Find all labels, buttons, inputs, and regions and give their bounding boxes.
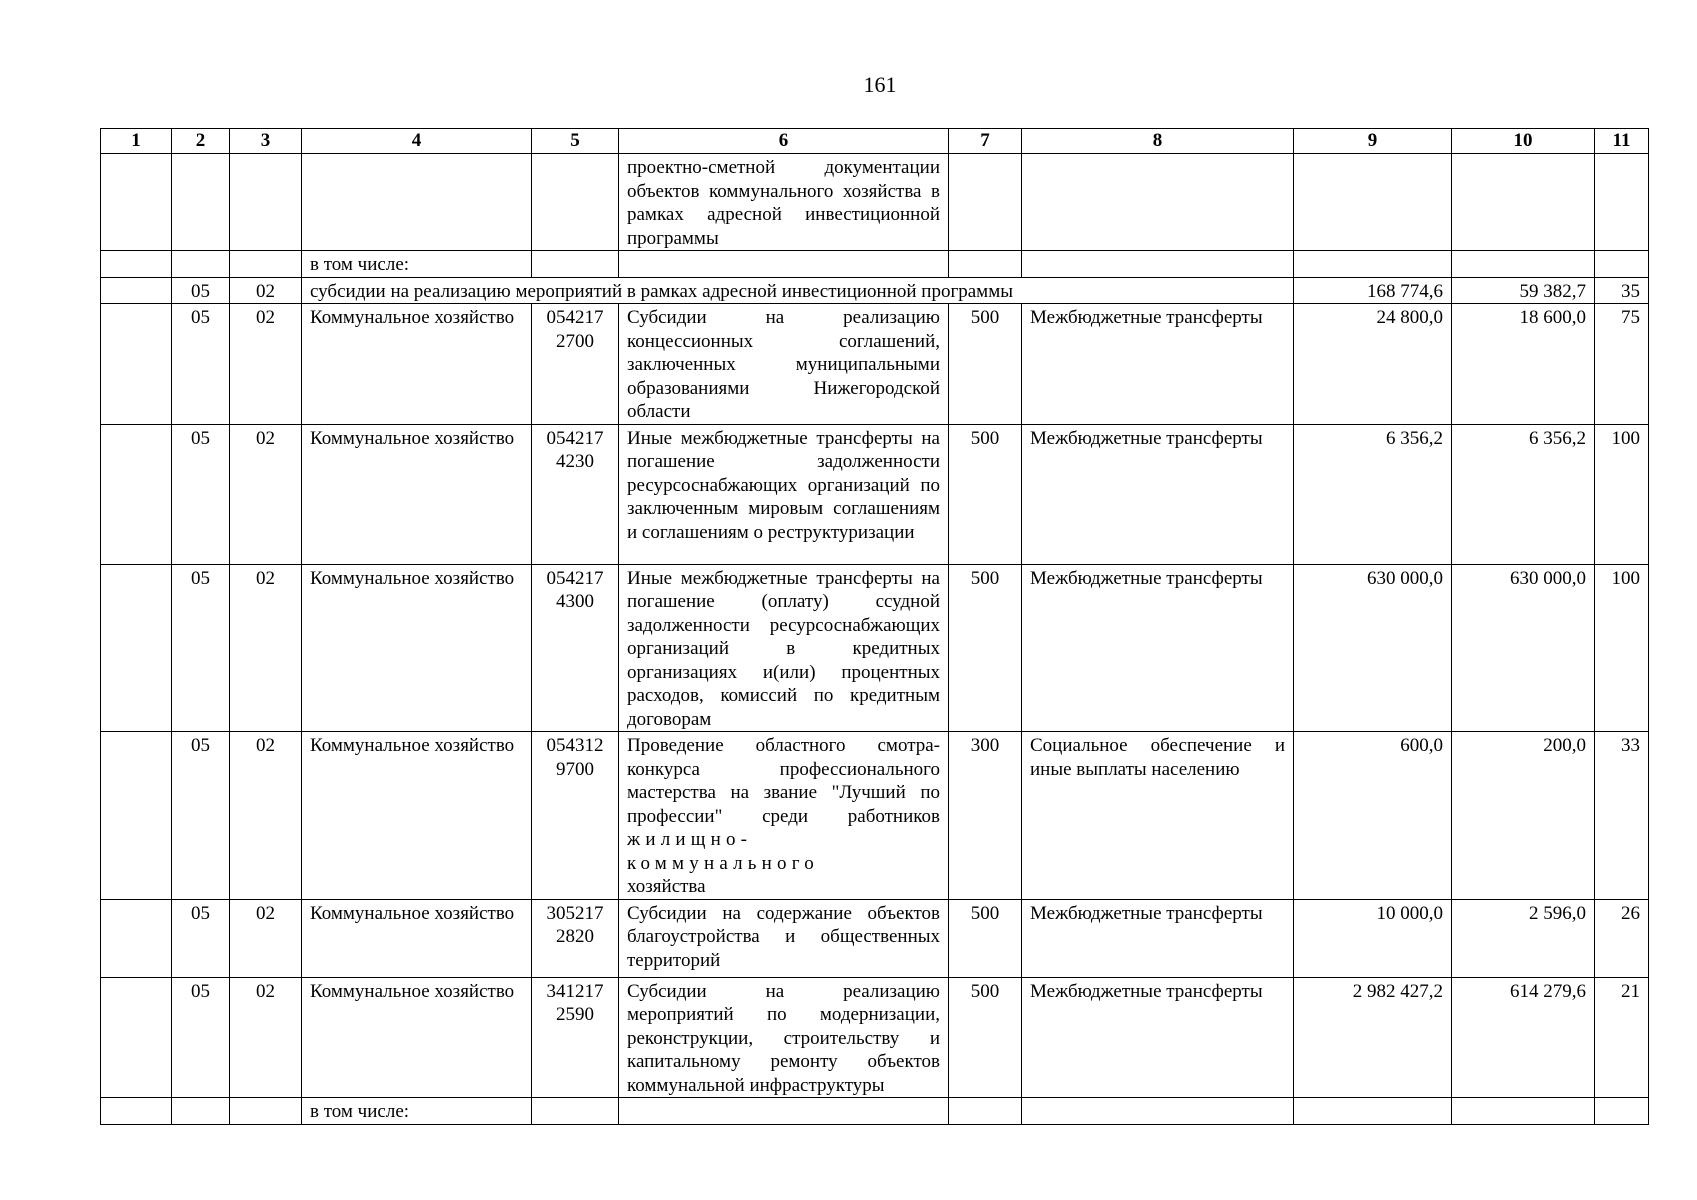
percent: 100 <box>1595 424 1649 564</box>
description-cell: Субсидии на реализацию мероприятий по модернизации, реконструкции, строительству и капитальному ремонту объектов коммунальной инфраструктуры <box>619 977 949 1098</box>
col-header-8: 8 <box>1022 129 1294 154</box>
budget-table <box>100 128 1649 1125</box>
page-number: 161 <box>863 72 897 97</box>
summary-text: субсидии на реализацию мероприятий в рамках адресной инвестиционной программы <box>302 277 1294 304</box>
actual-amount: 630 000,0 <box>1452 564 1595 732</box>
description-cell: проектно-сметной документации объектов коммунального хозяйства в рамках адресной инвестиционной программы <box>619 154 949 251</box>
table-row <box>101 732 1649 900</box>
section-code: 05 <box>172 304 230 425</box>
table-row <box>101 899 1649 977</box>
subtotal-label-row <box>101 251 1649 278</box>
incl-label: в том числе: <box>302 251 532 278</box>
plan-amount: 2 982 427,2 <box>1294 977 1452 1098</box>
section-name: Коммунальное хозяйство <box>302 564 532 732</box>
plan-amount: 600,0 <box>1294 732 1452 900</box>
section-code: 05 <box>172 899 230 977</box>
section-name: Коммунальное хозяйство <box>302 977 532 1098</box>
section-name: Коммунальное хозяйство <box>302 304 532 425</box>
subsection-code: 02 <box>230 424 302 564</box>
col-header-7: 7 <box>949 129 1022 154</box>
col-header-10: 10 <box>1452 129 1595 154</box>
actual-amount: 200,0 <box>1452 732 1595 900</box>
description-cell: Иные межбюджетные трансферты на погашение (оплату) ссудной задолженности ресурсоснабжающих организаций в кредитных организациях и(или) процентных расходов, комиссий по кредитным договорам <box>619 564 949 732</box>
actual-amount: 2 596,0 <box>1452 899 1595 977</box>
subtotal-label-row <box>101 1098 1649 1125</box>
expense-type-code: 500 <box>949 899 1022 977</box>
plan-amount: 168 774,6 <box>1294 277 1452 304</box>
percent: 35 <box>1595 277 1649 304</box>
subsection-code: 02 <box>230 277 302 304</box>
target-article-code: 054217 2700 <box>532 304 619 425</box>
col-header-4: 4 <box>302 129 532 154</box>
description-cell: Субсидии на реализацию концессионных соглашений, заключенных муниципальными образованиями Нижегородской области <box>619 304 949 425</box>
actual-amount: 59 382,7 <box>1452 277 1595 304</box>
percent: 21 <box>1595 977 1649 1098</box>
col-header-2: 2 <box>172 129 230 154</box>
col-header-1: 1 <box>101 129 172 154</box>
section-code: 05 <box>172 977 230 1098</box>
plan-amount: 24 800,0 <box>1294 304 1452 425</box>
expense-type-name: Межбюджетные трансферты <box>1022 899 1294 977</box>
summary-row <box>101 277 1649 304</box>
table-row <box>101 304 1649 425</box>
target-article-code: 054312 9700 <box>532 732 619 900</box>
subsection-code: 02 <box>230 977 302 1098</box>
section-code: 05 <box>172 732 230 900</box>
description-cell: Субсидии на содержание объектов благоустройства и общественных территорий <box>619 899 949 977</box>
expense-type-name: Социальное обеспечение и иные выплаты населению <box>1022 732 1294 900</box>
target-article-code: 341217 2590 <box>532 977 619 1098</box>
expense-type-name: Межбюджетные трансферты <box>1022 564 1294 732</box>
table-row <box>101 977 1649 1098</box>
description-cell: Проведение областного смотра-конкурса профессионального мастерства на звание "Лучший по профессии" среди работников жилищно-коммунального хозяйства <box>619 732 949 900</box>
target-article-code: 305217 2820 <box>532 899 619 977</box>
expense-type-code: 300 <box>949 732 1022 900</box>
col-header-3: 3 <box>230 129 302 154</box>
description-cell: Иные межбюджетные трансферты на погашение задолженности ресурсоснабжающих организаций по заключенным мировым соглашениям и соглашениям о реструктуризации <box>619 424 949 564</box>
expense-type-name: Межбюджетные трансферты <box>1022 977 1294 1098</box>
col-header-6: 6 <box>619 129 949 154</box>
plan-amount: 6 356,2 <box>1294 424 1452 564</box>
expense-type-code: 500 <box>949 977 1022 1098</box>
subsection-code: 02 <box>230 732 302 900</box>
section-name: Коммунальное хозяйство <box>302 899 532 977</box>
expense-type-name: Межбюджетные трансферты <box>1022 304 1294 425</box>
subsection-code: 02 <box>230 564 302 732</box>
actual-amount: 614 279,6 <box>1452 977 1595 1098</box>
actual-amount: 6 356,2 <box>1452 424 1595 564</box>
expense-type-code: 500 <box>949 424 1022 564</box>
section-code: 05 <box>172 424 230 564</box>
percent: 26 <box>1595 899 1649 977</box>
target-article-code: 054217 4230 <box>532 424 619 564</box>
col-header-5: 5 <box>532 129 619 154</box>
expense-type-code: 500 <box>949 304 1022 425</box>
expense-type-code: 500 <box>949 564 1022 732</box>
col-header-11: 11 <box>1595 129 1649 154</box>
target-article-code: 054217 4300 <box>532 564 619 732</box>
header-row <box>101 129 1649 154</box>
section-code: 05 <box>172 277 230 304</box>
table-row <box>101 424 1649 564</box>
percent: 100 <box>1595 564 1649 732</box>
actual-amount: 18 600,0 <box>1452 304 1595 425</box>
table-row <box>101 564 1649 732</box>
table-row <box>101 154 1649 251</box>
section-code: 05 <box>172 564 230 732</box>
subsection-code: 02 <box>230 304 302 425</box>
section-name: Коммунальное хозяйство <box>302 424 532 564</box>
section-name: Коммунальное хозяйство <box>302 732 532 900</box>
percent: 33 <box>1595 732 1649 900</box>
expense-type-name: Межбюджетные трансферты <box>1022 424 1294 564</box>
incl-label: в том числе: <box>302 1098 532 1125</box>
plan-amount: 630 000,0 <box>1294 564 1452 732</box>
col-header-9: 9 <box>1294 129 1452 154</box>
percent: 75 <box>1595 304 1649 425</box>
plan-amount: 10 000,0 <box>1294 899 1452 977</box>
subsection-code: 02 <box>230 899 302 977</box>
